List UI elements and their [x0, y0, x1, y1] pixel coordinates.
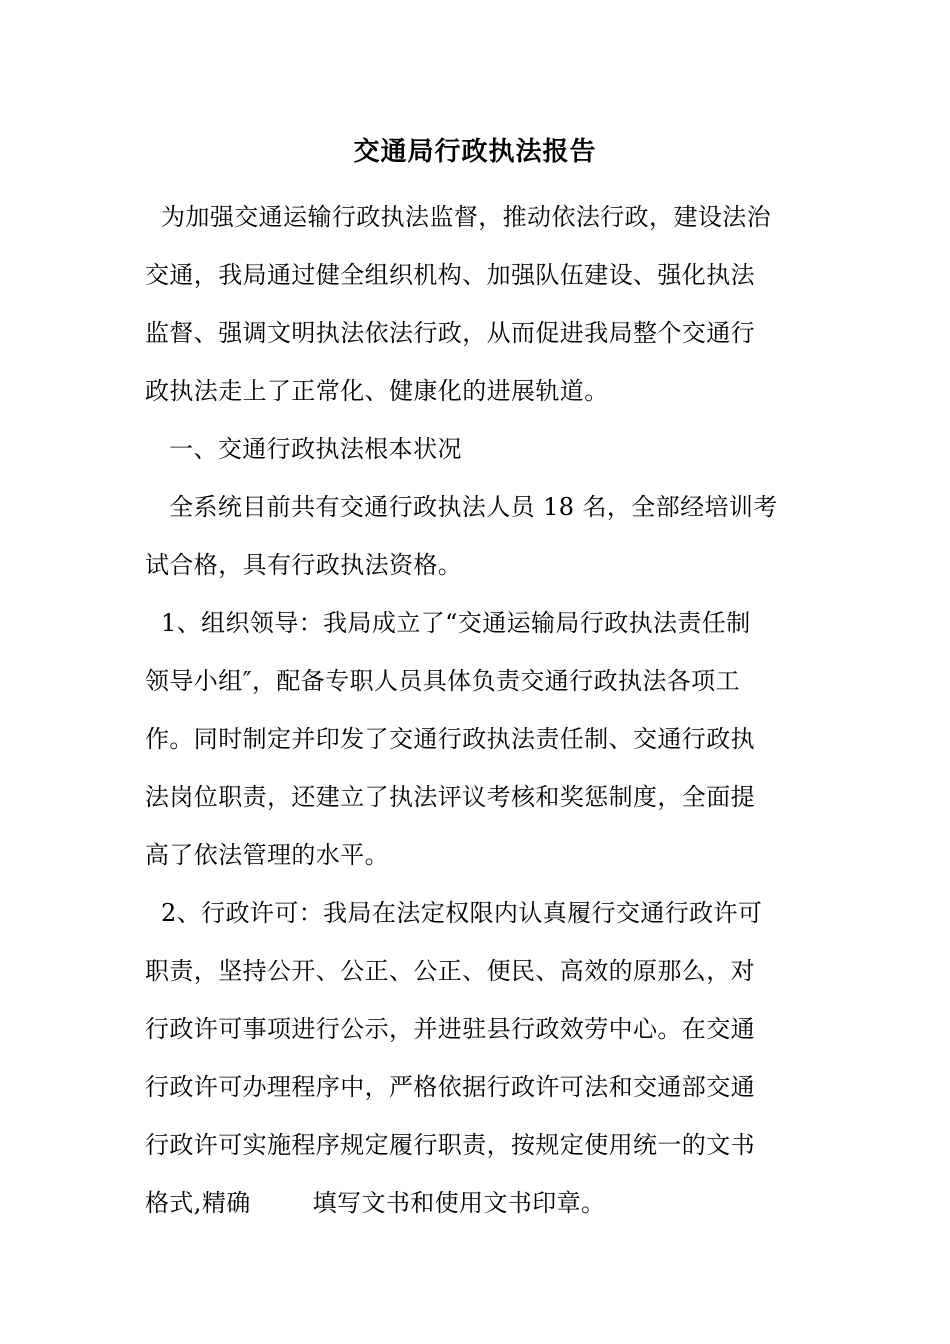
- text-line: 为加强交通运输行政执法监督，推动依法行政，建设法治: [145, 203, 772, 231]
- section-heading: [145, 420, 810, 478]
- paragraph-licensing: [145, 884, 810, 1232]
- paragraph-intro: [145, 188, 810, 420]
- paragraph-leadership: [145, 594, 810, 884]
- text-line: 行政许可事项进行公示，并进驻县行政效劳中心。在交通: [145, 1015, 755, 1043]
- text-line: 试合格，具有行政执法资格。: [145, 551, 463, 579]
- text-line: 作。同时制定并印发了交通行政执法责任制、交通行政执: [145, 725, 755, 753]
- text-line: 政执法走上了正常化、健康化的进展轨道。: [145, 377, 609, 405]
- text-line: 行政许可办理程序中，严格依据行政许可法和交通部交通: [145, 1073, 755, 1101]
- text-line: 行政许可实施程序规定履行职责，按规定使用统一的文书: [145, 1131, 755, 1159]
- text-fragment: 填写文书和使用文书印章。: [312, 1189, 606, 1217]
- text-line: 高了依法管理的水平。: [145, 841, 389, 869]
- paragraph-staff: [145, 478, 810, 594]
- text-fragment: 格式,精确: [145, 1189, 251, 1217]
- text-line-last: [145, 1174, 810, 1232]
- heading-line: 一、交通行政执法根本状况: [145, 435, 462, 463]
- text-line: 交通，我局通过健全组织机构、加强队伍建设、强化执法: [145, 261, 755, 289]
- text-line: 2、行政许可：我局在法定权限内认真履行交通行政许可: [145, 899, 763, 927]
- text-line: 领导小组″，配备专职人员具体负责交通行政执法各项工: [145, 667, 740, 695]
- text-line: 监督、强调文明执法依法行政，从而促进我局整个交通行: [145, 319, 755, 347]
- text-line: 职责，坚持公开、公正、公正、便民、高效的原那么，对: [145, 957, 755, 985]
- text-line: 法岗位职责，还建立了执法评议考核和奖惩制度，全面提: [145, 783, 755, 811]
- text-line: 全系统目前共有交通行政执法人员 18 名，全部经培训考: [145, 493, 778, 521]
- text-line: 1、组织领导：我局成立了“交通运输局行政执法责任制: [145, 609, 751, 637]
- document-title: 交通局行政执法报告: [353, 137, 597, 167]
